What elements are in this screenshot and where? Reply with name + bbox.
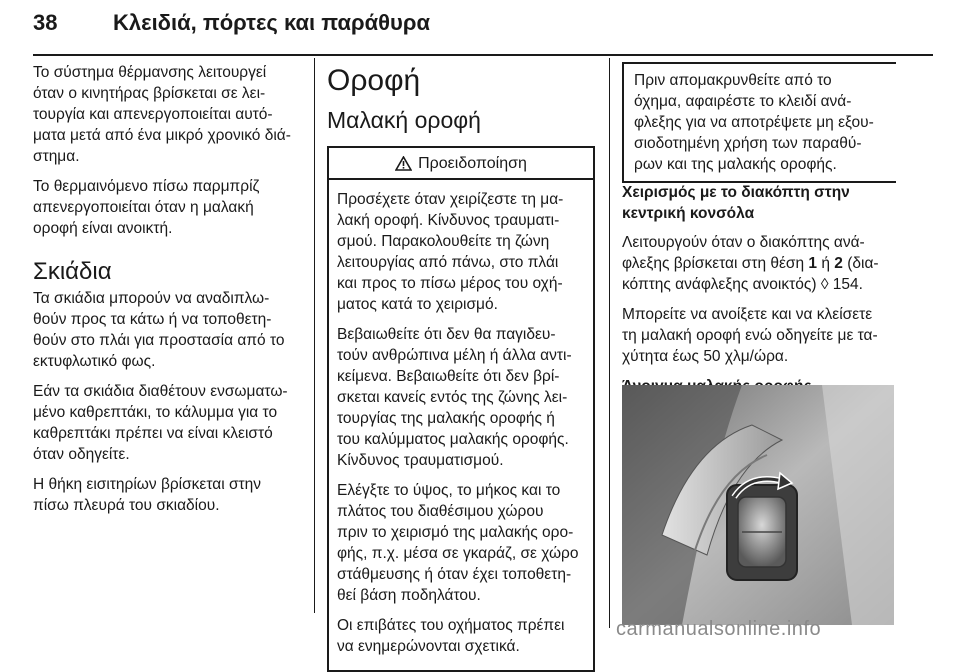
roof-heading: Οροφή (327, 64, 421, 97)
column-divider-2 (609, 58, 610, 628)
console-switch-paragraph-1: Λειτουργούν όταν ο διακόπτης ανά- φλεξης βρίσκεται στη θέση 1 ή 2 (δια- κόπτης ανάφλεξης ανοικτός) ◊ 154. (622, 234, 879, 293)
header-rule (33, 54, 933, 56)
page-reference-icon: ◊ (820, 276, 829, 293)
console-switch-paragraph-2: Μπορείτε να ανοίξετε και να κλείσετε τη μαλακή οροφή ενώ οδηγείτε με τα- χύτητα έως 50 χλμ/ώρα. (622, 306, 878, 365)
column-divider-1 (314, 58, 315, 613)
console-switch-heading: Χειρισμός με το διακόπτη στην κεντρική κονσόλα (622, 184, 850, 222)
warning-body (329, 180, 593, 670)
column-3 (622, 182, 894, 405)
page-reference: 154. (828, 276, 863, 293)
watermark: carmanualsonline.info (616, 618, 822, 640)
warning-title: Προειδοποίηση (418, 154, 527, 172)
warning-triangle-icon (395, 156, 412, 171)
soft-top-heading: Μαλακή οροφή (327, 107, 481, 133)
sun-visors-paragraph-2: Εάν τα σκιάδια διαθέτουν ενσωματω- μένο καθρεπτάκι, το κάλυμμα για το καθρεπτάκι πρέπει να είναι κλειστό όταν οδηγείτε. (33, 383, 288, 463)
sun-visors-heading: Σκιάδια (33, 258, 112, 285)
ignition-position-1: 1 (808, 255, 818, 272)
console-switch-photo (622, 385, 894, 625)
column-2 (327, 62, 595, 672)
page-header (33, 6, 933, 46)
heating-paragraph-1: Το σύστημα θέρμανσης λειτουργεί όταν ο κινητήρας βρίσκεται σε λει- τουργία και απενεργοποιείται αυτό- ματα μετά από ένα μικρό χρονικό διά- στημα. (33, 64, 291, 165)
warning-paragraph-3: Ελέγξτε το ύψος, το μήκος και το πλάτος του διαθέσιμου χώρου πριν το χειρισμό της μαλακής ορο- φής, π.χ. μέσα σε γκαράζ, σε χώρο στάθμευσης ή όταν έχει τοποθετη- θεί βάση ποδηλάτου. (337, 482, 579, 604)
warning-paragraph-1: Προσέχετε όταν χειρίζεστε τη μα- λακή οροφή. Κίνδυνος τραυματι- σμού. Παρακολουθείτε τη ζώνη λειτουργίας από πάνω, στο πλάι και προς το πίσω μέρος του οχή- ματος κατά το χειρισμό. (337, 191, 564, 313)
ignition-position-2: 2 (834, 255, 843, 272)
warning-header (329, 148, 593, 180)
warning-paragraph-2: Βεβαιωθείτε ότι δεν θα παγιδευ- τούν ανθρώπινα μέλη ή άλλα αντι- κείμενα. Βεβαιωθείτε ότι δεν βρί- σκεται κανείς εντός της ζώνης λει- τουργίας της μαλακής οροφής ή του καλύμματος μαλακής οροφής. Κίνδυνος τραυματισμού. (337, 326, 572, 469)
sun-visors-paragraph-1: Τα σκιάδια μπορούν να αναδιπλω- θούν προς τα κάτω ή να τοποθετη- θούν στο πλάι για προστασία από το εκτυφλωτικό φως. (33, 290, 285, 370)
warning-paragraph-4: Οι επιβάτες του οχήματος πρέπει να ενημερώνονται σχετικά. (337, 617, 565, 655)
sun-visors-paragraph-3: Η θήκη εισιτηρίων βρίσκεται στην πίσω πλευρά του σκιαδίου. (33, 476, 262, 514)
column-1 (33, 62, 305, 525)
page-number: 38 (33, 10, 58, 35)
heating-paragraph-2: Το θερμαινόμενο πίσω παρμπρίζ απενεργοποιείται όταν η μαλακή οροφή είναι ανοικτή. (33, 178, 260, 237)
note-box: Πριν απομακρυνθείτε από το όχημα, αφαιρέστε το κλειδί ανά- φλεξης για να αποτρέψετε μη εξου- σιοδοτημένη χρήση των παραθύ- ρων και της μαλακής οροφής. (622, 62, 896, 183)
page-title: Κλειδιά, πόρτες και παράθυρα (113, 10, 430, 35)
warning-box (327, 146, 595, 672)
